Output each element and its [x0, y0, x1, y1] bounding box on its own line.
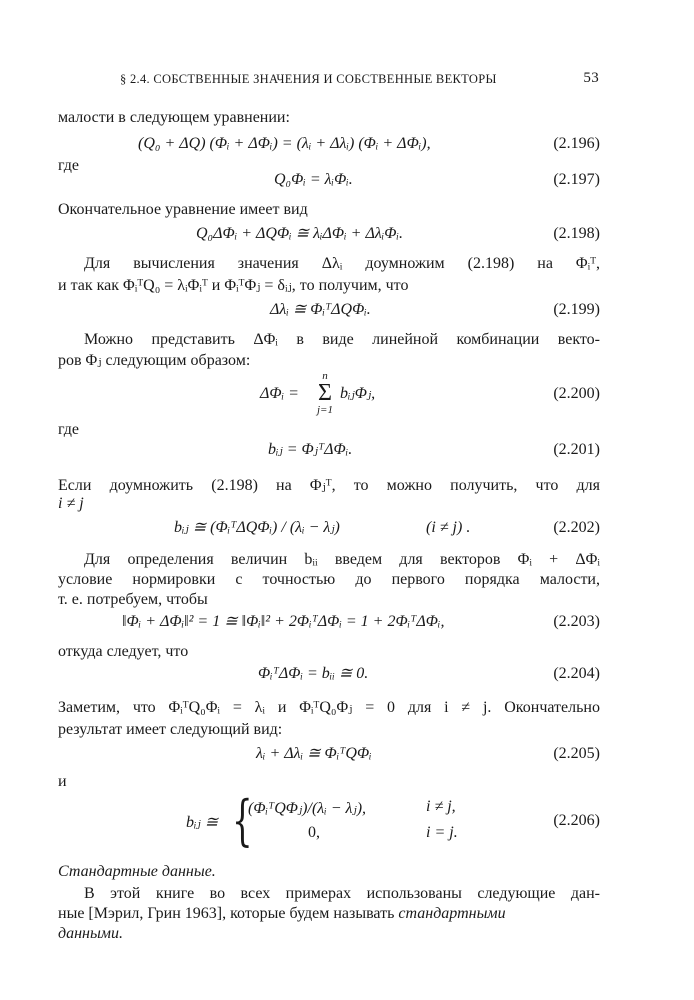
equation-2-201 [58, 438, 600, 462]
equation-rhs: bᵢⱼΦⱼ, [340, 385, 376, 402]
equation-number: (2.206) [553, 812, 600, 829]
equation-number: (2.202) [553, 519, 600, 536]
text-line: Можно представить ΔΦᵢ в виде линейной комбинации векто- [84, 331, 600, 348]
equation-2-197 [58, 168, 600, 192]
text-line: Если доумножить (2.198) на Φⱼᵀ, то можно получить, что для [58, 477, 600, 494]
text-line: ров Φⱼ следующим образом: [58, 352, 251, 369]
text-line: откуда следует, что [58, 643, 189, 660]
equation-lhs: ΔΦᵢ = [260, 385, 299, 402]
equation-condition: (i ≠ j) . [426, 519, 471, 536]
case-1-expression: (ΦᵢᵀQΦⱼ)/(λᵢ − λⱼ), [248, 800, 367, 817]
text-line: Для вычисления значения Δλᵢ доумножим (2.198) на Φᵢᵀ, [84, 255, 600, 272]
section-heading: Стандартные данные. [58, 863, 216, 880]
equation-number: (2.201) [553, 441, 600, 458]
equation-formula: ‖Φᵢ + ΔΦᵢ‖² = 1 ≅ ‖Φᵢ‖² + 2ΦᵢᵀΔΦᵢ = 1 + 2ΦᵢᵀΔΦᵢ, [122, 613, 445, 630]
case-2-condition: i = j. [426, 824, 458, 841]
equation-number: (2.204) [553, 665, 600, 682]
text-line [58, 904, 600, 924]
equation-formula: ΦᵢᵀΔΦᵢ = bᵢᵢ ≅ 0. [258, 665, 369, 682]
text-line: Для определения величин bᵢᵢ введем для векторов Φᵢ + ΔΦᵢ [84, 551, 600, 568]
equation-formula: Q₀Φᵢ = λᵢΦᵢ. [274, 171, 353, 188]
text-line: i ≠ j [58, 495, 84, 512]
equation-2-200 [58, 370, 600, 420]
text-line: и так как ΦᵢᵀQ₀ = λᵢΦᵢᵀ и ΦᵢᵀΦⱼ = δᵢⱼ, то получим, что [58, 277, 409, 294]
equation-number: (2.199) [553, 301, 600, 318]
header-title: § 2.4. СОБСТВЕННЫЕ ЗНАЧЕНИЯ И СОБСТВЕННЫЕ ВЕКТОРЫ [120, 72, 497, 86]
running-header [0, 68, 694, 90]
text-line: результат имеет следующий вид: [58, 721, 283, 738]
sum-lower-limit: j=1 [317, 404, 333, 416]
text-line: малости в следующем уравнении: [58, 109, 290, 126]
text-fragment: ные [Мэрил, Грин 1963], которые будем называть [58, 905, 399, 922]
equation-number: (2.196) [553, 135, 600, 152]
equation-number: (2.197) [553, 171, 600, 188]
text-line: Окончательное уравнение имеет вид [58, 201, 308, 218]
equation-2-202 [58, 516, 600, 540]
equation-formula: Q₀ΔΦᵢ + ΔQΦᵢ ≅ λᵢΔΦᵢ + ΔλᵢΦᵢ. [196, 225, 403, 242]
equation-2-203 [58, 610, 600, 634]
summation-symbol [317, 370, 333, 416]
page-number: 53 [583, 70, 599, 86]
equation-formula: λᵢ + Δλᵢ ≅ ΦᵢᵀQΦᵢ [256, 745, 372, 762]
emphasized-term: данными. [58, 925, 124, 942]
case-1-condition: i ≠ j, [426, 798, 456, 815]
equation-formula: bᵢⱼ = ΦⱼᵀΔΦᵢ. [268, 441, 353, 458]
equation-number: (2.205) [553, 745, 600, 762]
equation-number: (2.200) [553, 385, 600, 402]
equation-2-206 [58, 789, 600, 852]
left-brace: { [232, 789, 253, 852]
equation-2-204 [58, 662, 600, 686]
emphasized-term: стандартными [398, 905, 506, 922]
equation-2-196 [58, 132, 600, 156]
equation-2-199 [58, 298, 600, 322]
sum-upper-limit: n [322, 370, 328, 382]
equation-formula: (Q₀ + ΔQ) (Φᵢ + ΔΦᵢ) = (λᵢ + Δλᵢ) (Φᵢ + ΔΦᵢ), [138, 135, 431, 152]
text-line: т. е. потребуем, чтобы [58, 591, 208, 608]
text-line: где [58, 421, 80, 438]
equation-2-198 [58, 222, 600, 246]
equation-lhs: bᵢⱼ ≅ [186, 814, 219, 831]
text-line: условие нормировки с точностью до первого порядка малости, [58, 571, 600, 588]
case-2-expression: 0, [308, 824, 320, 841]
equation-2-205 [58, 742, 600, 766]
text-line: Заметим, что ΦᵢᵀQ₀Φᵢ = λᵢ и ΦᵢᵀQ₀Φⱼ = 0 для i ≠ j. Окончательно [58, 699, 600, 716]
sigma-sign: Σ [318, 380, 332, 406]
equation-number: (2.203) [553, 613, 600, 630]
text-line: В этой книге во всех примерах использованы следующие дан- [84, 885, 600, 902]
equation-number: (2.198) [553, 225, 600, 242]
equation-formula: bᵢⱼ ≅ (ΦᵢᵀΔQΦᵢ) / (λᵢ − λⱼ) [174, 519, 340, 536]
text-line: и [58, 773, 67, 790]
equation-formula: Δλᵢ ≅ ΦᵢᵀΔQΦᵢ. [270, 301, 371, 318]
text-line: где [58, 157, 80, 174]
